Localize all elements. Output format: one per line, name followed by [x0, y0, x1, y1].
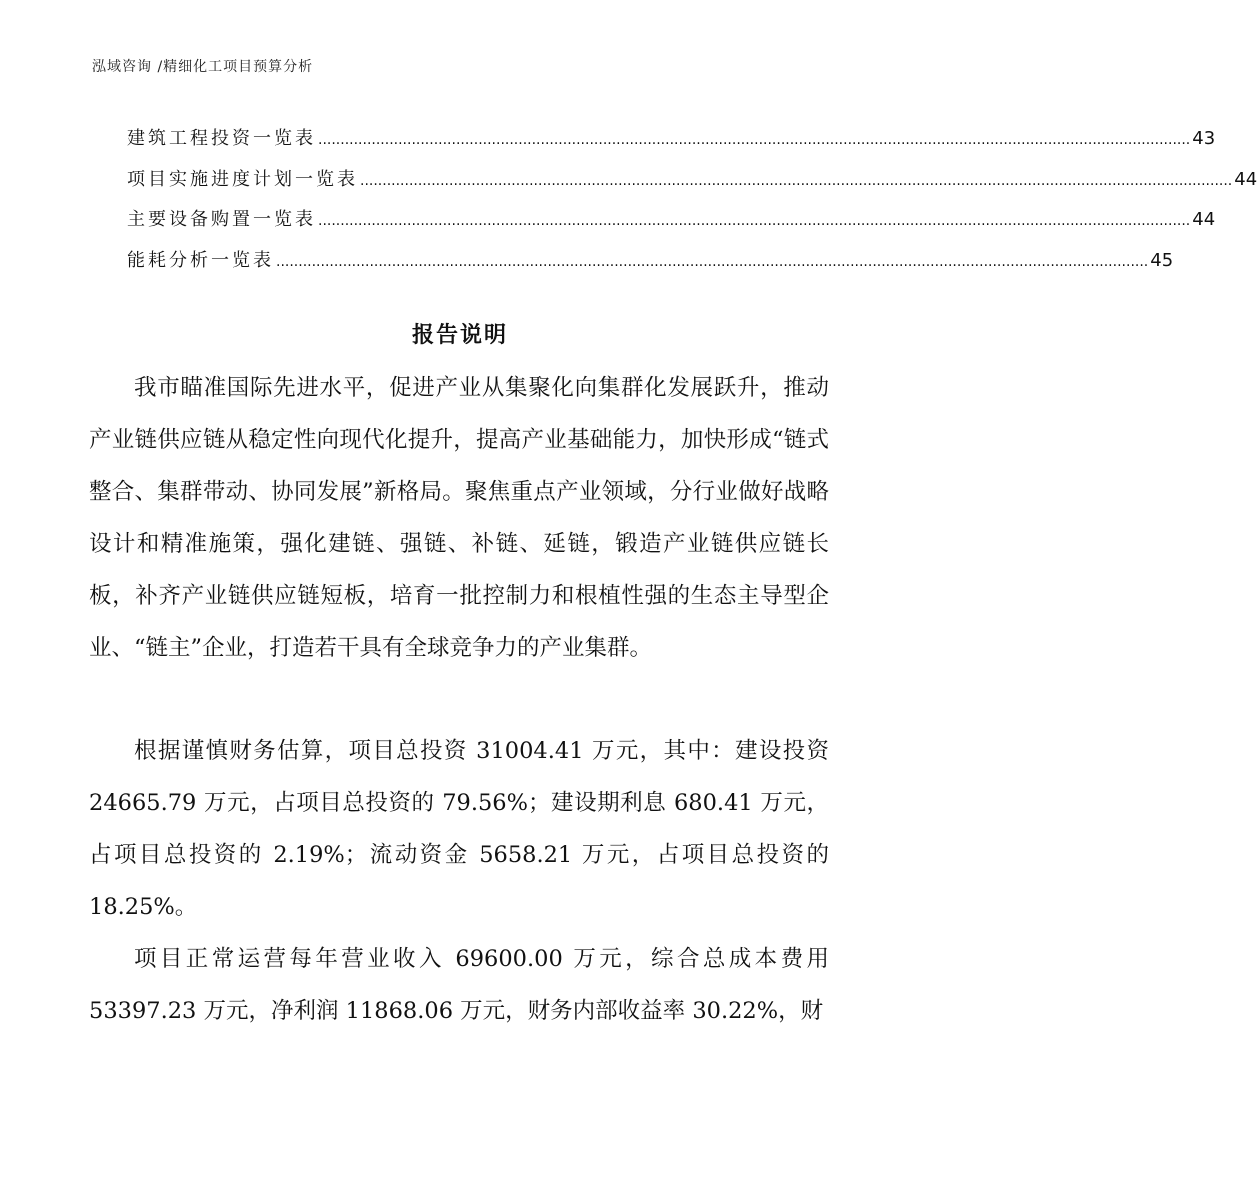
table-of-contents — [127, 124, 1257, 286]
toc-entry-page: 44 — [1234, 168, 1257, 190]
toc-entry-label: 建筑工程投资一览表 — [127, 128, 316, 149]
toc-entry[interactable] — [127, 165, 1257, 206]
toc-entry-label: 主要设备购置一览表 — [127, 209, 316, 230]
toc-leader-dots: .................................................................................................................................................................................................... — [276, 253, 1149, 270]
toc-entry[interactable] — [127, 124, 1216, 165]
toc-leader-dots: .................................................................................................................................................................................................... — [318, 132, 1191, 148]
body-paragraph: 项目正常运营每年营业收入 69600.00 万元，综合总成本费用 53397.23 万元，净利润 11868.06 万元，财务内部收益率 30.22%，财 — [89, 946, 829, 1024]
toc-entry[interactable] — [127, 246, 1174, 287]
toc-entry-label: 能耗分析一览表 — [127, 249, 274, 271]
body-paragraph: 我市瞄准国际先进水平，促进产业从集聚化向集群化发展跃升，推动产业链供应链从稳定性向现代化提升，提高产业基础能力，加快形成“链式整合、集群带动、协同发展”新格局。聚焦重点产业领域，分行业做好战略设计和精准施策，强化建链、强链、补链、延链，锻造产业链供应链长板，补齐产业链供应链短板，培育一批控制力和根植性强的生态主导型企业、“链主”企业，打造若干具有全球竞争力的产业集群。 — [89, 375, 829, 661]
toc-leader-dots: .................................................................................................................................................................................................... — [318, 213, 1191, 229]
section-title: 报告说明 — [411, 323, 508, 348]
running-header: 泓域咨询 /精细化工项目预算分析 — [92, 59, 314, 75]
toc-entry-label: 项目实施进度计划一览表 — [127, 168, 358, 190]
body-paragraph: 根据谨慎财务估算，项目总投资 31004.41 万元，其中：建设投资 24665.79 万元，占项目总投资的 79.56%；建设期利息 680.41 万元，占项目总投资的 2.19%；流动资金 5658.21 万元，占项目总投资的 18.25%。 — [89, 738, 829, 920]
toc-entry-page: 43 — [1192, 128, 1216, 149]
toc-entry-page: 45 — [1150, 249, 1174, 271]
toc-leader-dots: .................................................................................................................................................................................................... — [360, 172, 1233, 189]
toc-entry-page: 44 — [1192, 209, 1216, 230]
toc-entry[interactable] — [127, 205, 1216, 246]
